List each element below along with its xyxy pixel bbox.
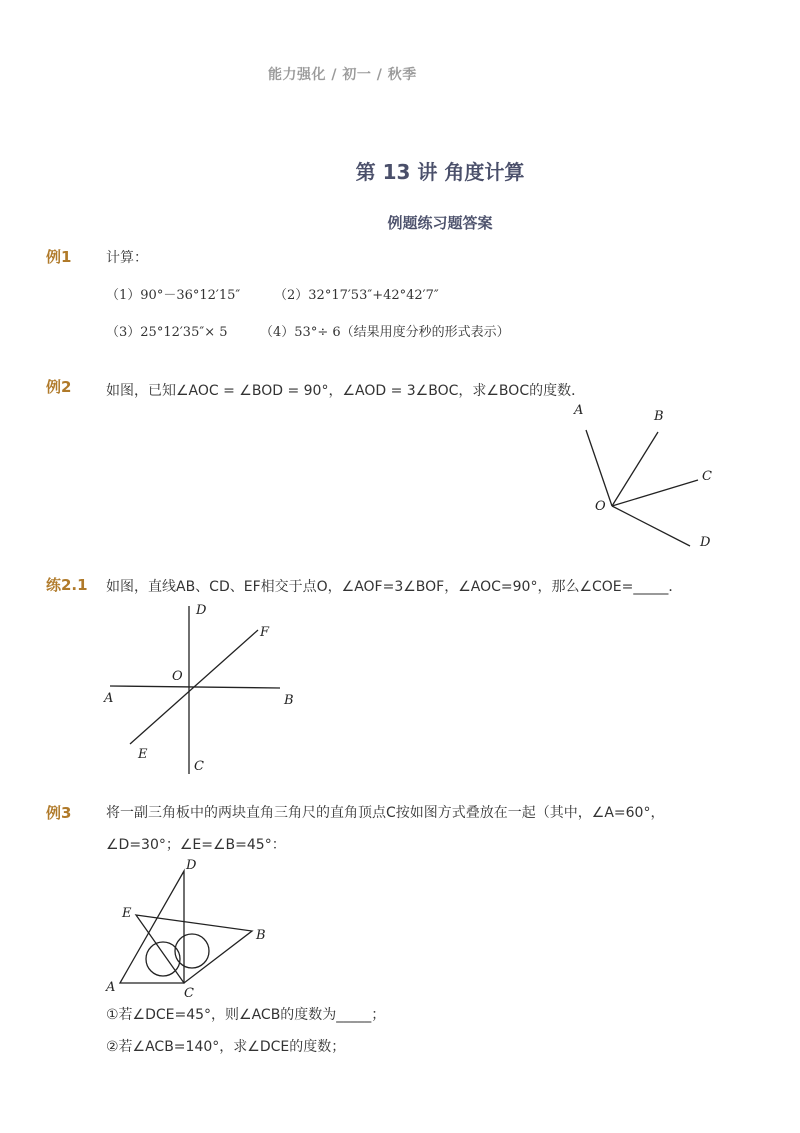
ex1-item-4: （4）53°÷ 6（结果用度分秒的形式表示） [260,325,510,340]
ex2-text: 如图，已知∠AOC = ∠BOD = 90°，∠AOD = 3∠BOC，求∠BOC的度数． [106,383,586,399]
triangle-acd [120,871,184,983]
point-a-label: A [574,403,584,418]
ex3-question-1: ①若∠DCE=45°，则∠ACB的度数为_____； [106,1007,386,1023]
section-subtitle: 例题练习题答案 [387,214,493,232]
point-b-label: B [654,409,664,424]
point-b-label: B [284,693,294,708]
point-b-label: B [256,928,266,943]
ex1-item-3: （3）25°12′35″× 5 [106,325,228,340]
ray-ob [612,432,658,506]
ex3-text-line2: ∠D=30°；∠E=∠B=45°： [106,837,286,853]
point-o-label: O [172,669,183,684]
lecture-title: 第 13 讲 角度计算 [355,160,525,184]
pr21-label: 练2.1 [46,576,88,594]
point-c-label: C [702,469,712,484]
pr21-text: 如图，直线AB、CD、EF相交于点O，∠AOF=3∠BOF，∠AOC=90°，那么∠COE=_____． [106,579,683,595]
ray-oa [586,430,612,506]
ex1-item-1: （1）90°－36°12′15″ [106,288,241,303]
point-d-label: D [700,535,711,550]
ex2-figure [560,400,740,560]
point-d-label: D [186,858,197,873]
ex1-label: 例1 [46,248,72,266]
page-header: 能力强化 / 初一 / 秋季 [268,67,417,83]
point-a-label: A [106,980,116,995]
point-o-label: O [595,499,606,514]
point-d-label: D [196,603,207,618]
pr21-figure [100,598,310,778]
ex2-label: 例2 [46,378,72,396]
ex1-item-2: （2）32°17′53″+42°42′7″ [274,288,439,303]
ex3-figure [100,855,280,1000]
point-c-label: C [184,986,194,1000]
point-e-label: E [122,906,132,921]
point-f-label: F [260,625,270,640]
point-a-label: A [104,691,114,706]
angle-arc-right [175,934,209,968]
ray-oc [612,480,698,506]
ex3-question-2: ②若∠ACB=140°，求∠DCE的度数； [106,1039,346,1055]
ex3-text-line1: 将一副三角板中的两块直角三角尺的直角顶点C按如图方式叠放在一起（其中，∠A=60°， [106,805,665,821]
ex3-label: 例3 [46,804,72,822]
point-c-label: C [194,759,204,774]
ex1-prompt: 计算： [106,250,148,266]
point-e-label: E [138,747,148,762]
ray-od [612,506,690,546]
